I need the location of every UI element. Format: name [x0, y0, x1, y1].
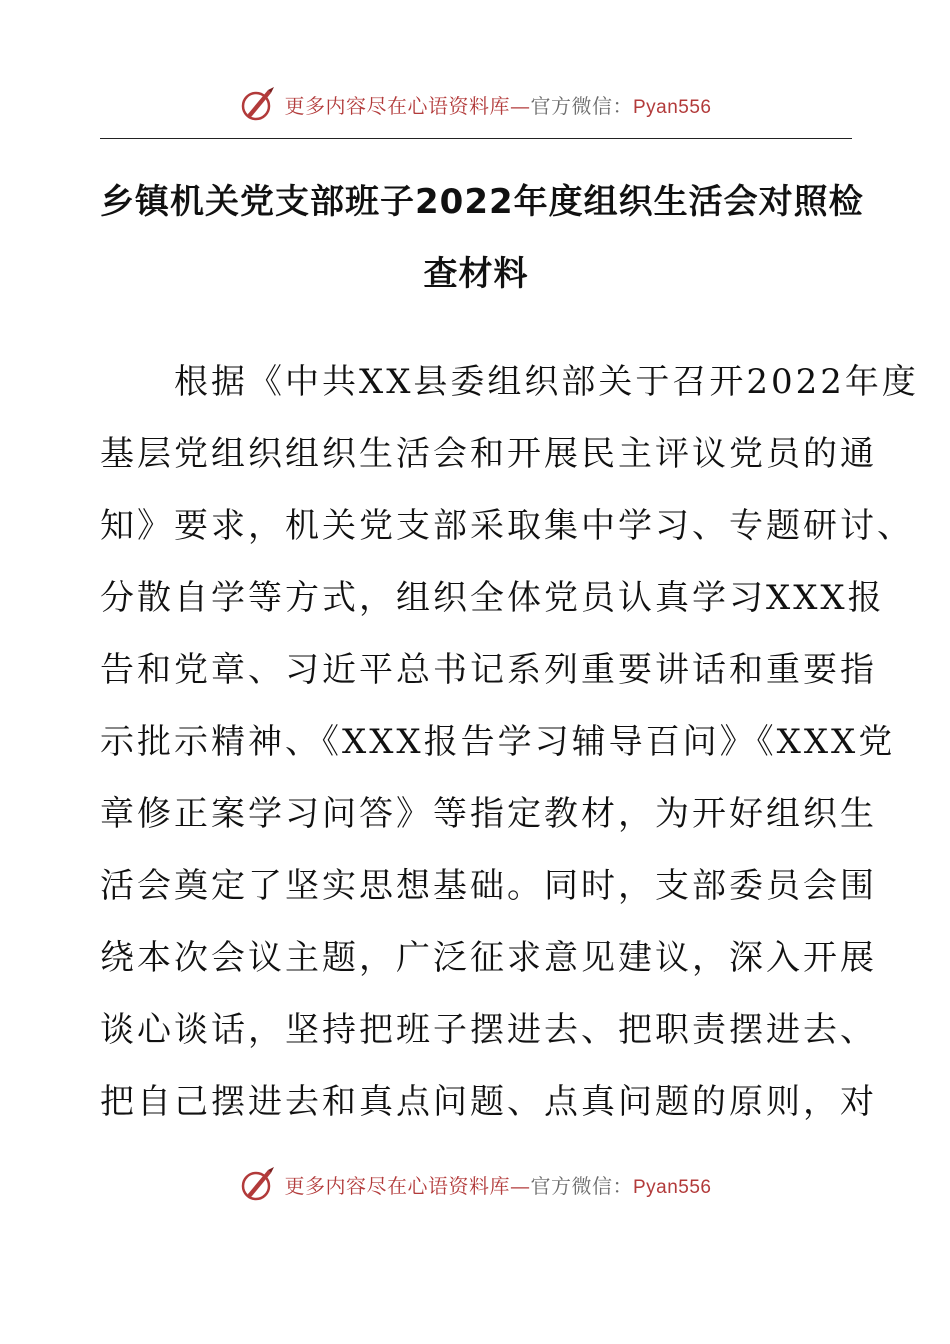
- body-line: 活会奠定了坚实思想基础。同时，支部委员会围: [100, 866, 877, 906]
- quill-pen-logo-icon: [238, 84, 278, 124]
- document-body: [100, 346, 919, 1138]
- body-line: 绕本次会议主题，广泛征求意见建议，深入开展: [100, 938, 877, 978]
- header-banner-wechat-id: Pyan556: [632, 96, 712, 118]
- body-line: 根据《中共XX县委组织部关于召开2022年度: [100, 362, 919, 402]
- header-banner-sub: 官方微信：: [530, 93, 633, 118]
- footer-banner-sub: 官方微信：: [530, 1173, 633, 1198]
- body-line: 章修正案学习问答》等指定教材，为开好组织生: [100, 794, 877, 834]
- body-line: 知》要求，机关党支部采取集中学习、专题研讨、: [100, 506, 914, 546]
- footer-banner: [0, 1162, 950, 1206]
- header-banner-dash: —: [509, 93, 531, 118]
- quill-pen-logo-icon: [238, 1164, 278, 1204]
- footer-banner-text: [284, 1170, 711, 1199]
- body-line: 把自己摆进去和真点问题、点真问题的原则，对: [100, 1082, 877, 1122]
- header-banner: [0, 82, 950, 126]
- body-line: 告和党章、习近平总书记系列重要讲话和重要指: [100, 650, 877, 690]
- document-title: [100, 166, 864, 310]
- header-banner-main: 更多内容尽在心语资料库: [284, 93, 510, 118]
- footer-banner-dash: —: [509, 1173, 531, 1198]
- title-line: 查材料: [423, 254, 529, 294]
- body-line: 示批示精神、《XXX报告学习辅导百问》《XXX党: [100, 722, 896, 762]
- header-banner-text: [284, 90, 711, 119]
- body-line: 分散自学等方式，组织全体党员认真学习XXX报: [100, 578, 885, 618]
- footer-banner-main: 更多内容尽在心语资料库: [284, 1173, 510, 1198]
- title-line: 乡镇机关党支部班子2022年度组织生活会对照检: [100, 182, 864, 222]
- footer-banner-wechat-id: Pyan556: [632, 1176, 712, 1198]
- body-line: 基层党组织组织生活会和开展民主评议党员的通: [100, 434, 877, 474]
- body-line: 谈心谈话，坚持把班子摆进去、把职责摆进去、: [100, 1010, 877, 1050]
- header-divider: [100, 138, 852, 139]
